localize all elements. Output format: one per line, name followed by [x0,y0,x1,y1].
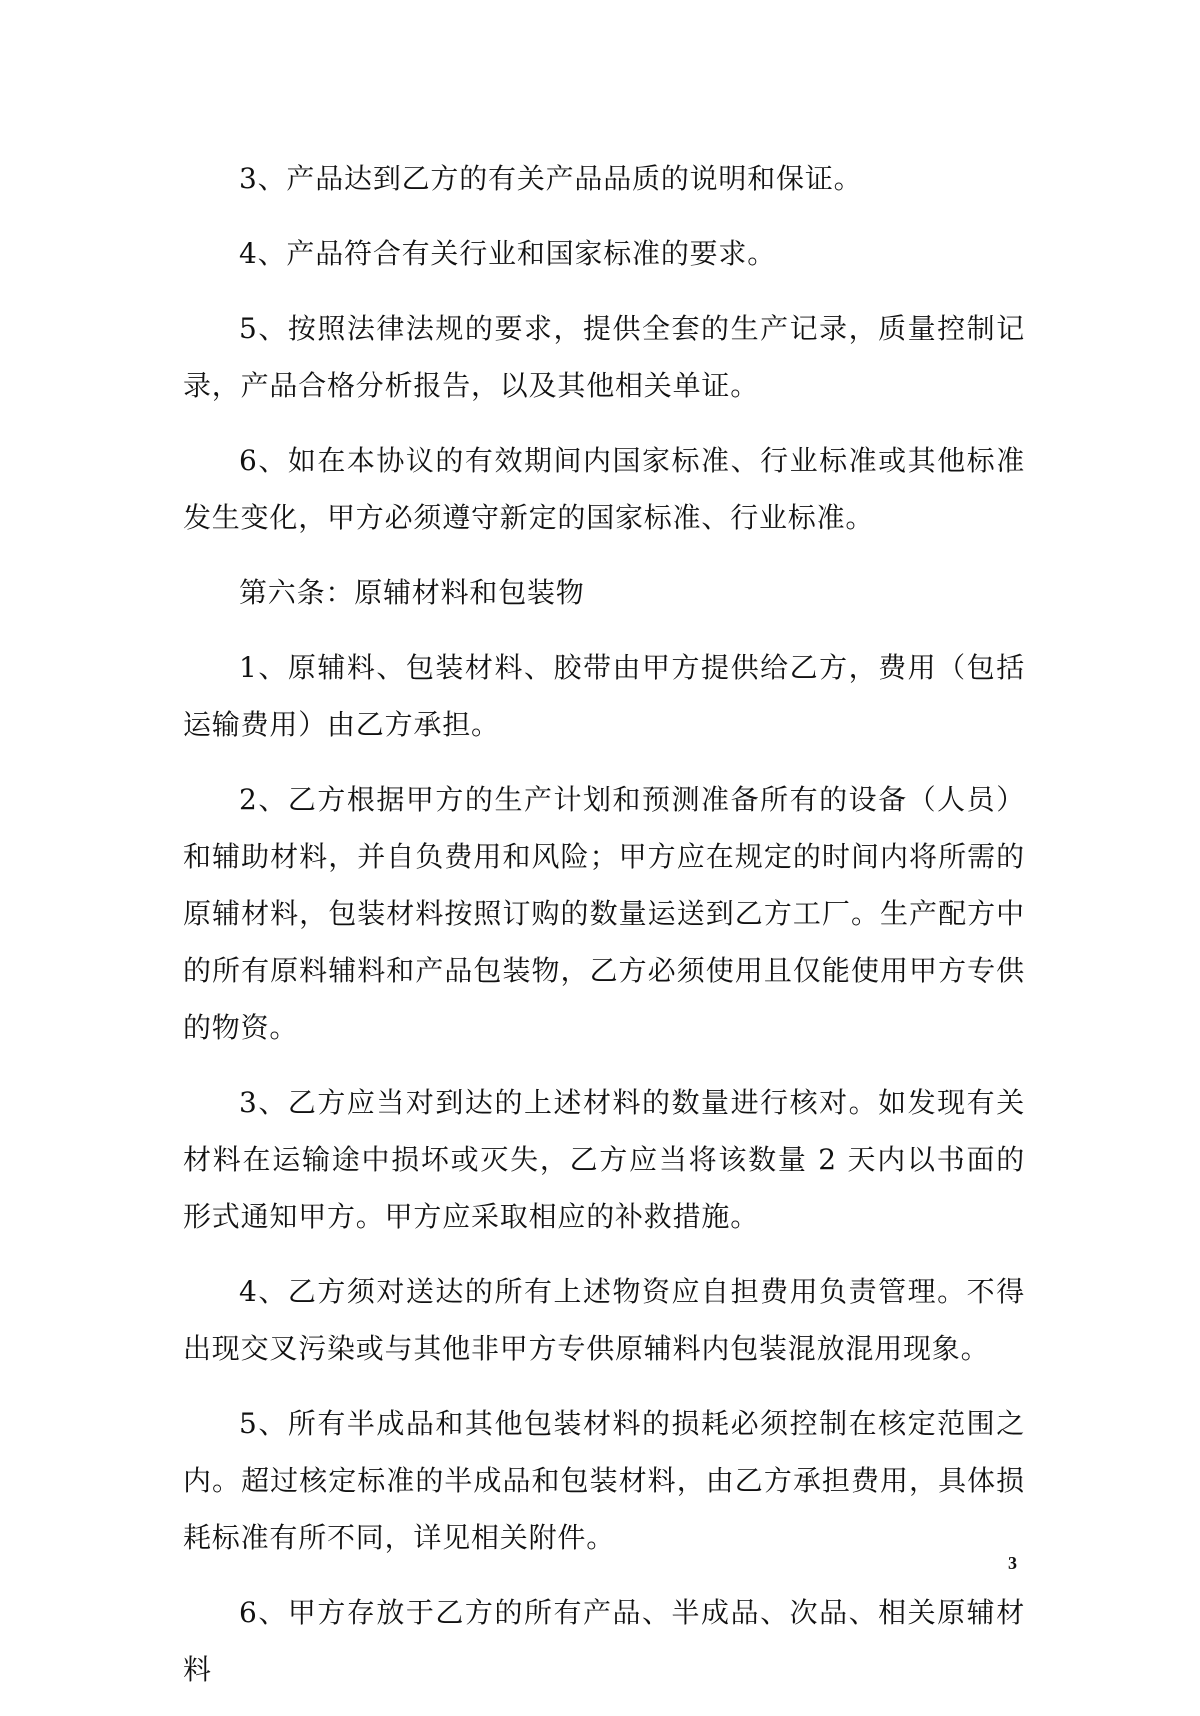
page-number: 3 [1008,1553,1017,1573]
article-six-item-1: 1、原辅料、包装材料、胶带由甲方提供给乙方，费用（包括运输费用）由乙方承担。 [183,651,1025,741]
clause-5-production-records: 5、按照法律法规的要求，提供全套的生产记录，质量控制记录，产品合格分析报告，以及其他相关单证。 [183,312,1025,402]
article-six-item-6: 6、甲方存放于乙方的所有产品、半成品、次品、相关原辅材料 [183,1596,1025,1686]
clause-3-quality-specification: 3、产品达到乙方的有关产品品质的说明和保证。 [239,162,863,195]
article-six-heading: 第六条：原辅材料和包装物 [239,576,585,609]
clause-6-standard-changes: 6、如在本协议的有效期间内国家标准、行业标准或其他标准发生变化，甲方必须遵守新定的国家标准、行业标准。 [183,444,1025,534]
document-body [183,150,1025,1716]
clause-4-standards-compliance: 4、产品符合有关行业和国家标准的要求。 [239,237,777,270]
article-six-item-3: 3、乙方应当对到达的上述材料的数量进行核对。如发现有关材料在运输途中损坏或灭失，乙方应当将该数量 2 天内以书面的形式通知甲方。甲方应采取相应的补救措施。 [183,1086,1025,1233]
article-six-item-5: 5、所有半成品和其他包装材料的损耗必须控制在核定范围之内。超过核定标准的半成品和包装材料，由乙方承担费用，具体损耗标准有所不同，详见相关附件。 [183,1407,1025,1554]
article-six-item-4: 4、乙方须对送达的所有上述物资应自担费用负责管理。不得出现交叉污染或与其他非甲方专供原辅料内包装混放混用现象。 [183,1275,1025,1365]
article-six-item-2: 2、乙方根据甲方的生产计划和预测准备所有的设备（人员）和辅助材料，并自负费用和风险；甲方应在规定的时间内将所需的原辅材料，包装材料按照订购的数量运送到乙方工厂。生产配方中的所有原料辅料和产品包装物，乙方必须使用且仅能使用甲方专供的物资。 [183,783,1025,1044]
